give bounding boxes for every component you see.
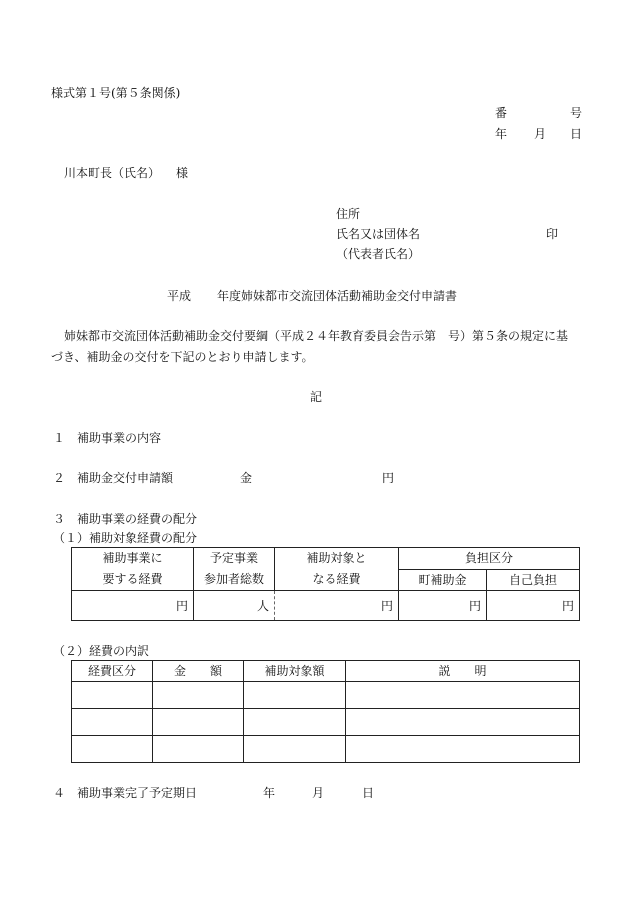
date-month: 月 <box>534 127 547 141</box>
header-self-burden: 自己負担 <box>487 569 580 591</box>
representative-label: （代表者氏名） <box>336 247 421 261</box>
header-amount: 金 額 <box>153 661 244 682</box>
table-2-caption: （２）経費の内訳 <box>53 644 150 658</box>
table-1-caption: （１）補助対象経費の配分 <box>53 531 198 545</box>
header-burden: 負担区分 <box>399 548 580 570</box>
section-2-number: ２ <box>53 471 66 485</box>
section-3-number: ３ <box>53 512 66 526</box>
table-cell[interactable] <box>346 682 580 709</box>
number-suffix: 号 <box>570 106 583 120</box>
header-eligible-amount: 補助対象額 <box>244 661 346 682</box>
table-cell[interactable] <box>346 736 580 763</box>
cell-eligible-cost[interactable]: 円 <box>275 591 399 621</box>
table-cell[interactable] <box>72 709 153 736</box>
section-4-number: ４ <box>53 786 66 800</box>
ki-label: 記 <box>310 390 323 404</box>
table-cell[interactable] <box>153 709 244 736</box>
section-2-kin: 金 <box>240 471 253 485</box>
completion-month: 月 <box>312 786 325 800</box>
table-cell[interactable] <box>72 736 153 763</box>
table-cell[interactable] <box>244 709 346 736</box>
section-1-label: 補助事業の内容 <box>77 431 162 445</box>
table-cell[interactable] <box>153 736 244 763</box>
title-era: 平成 <box>167 289 192 303</box>
completion-day: 日 <box>362 786 375 800</box>
table-cell[interactable] <box>244 682 346 709</box>
header-project-cost: 補助事業に 要する経費 <box>72 548 194 591</box>
completion-year: 年 <box>263 786 276 800</box>
body-line-1: 姉妹都市交流団体活動補助金交付要綱（平成２４年教育委員会告示第 号）第５条の規定に基 <box>64 329 569 343</box>
section-1-number: １ <box>53 431 66 445</box>
page-title: 年度姉妹都市交流団体活動補助金交付申請書 <box>217 289 458 303</box>
cell-project-cost[interactable]: 円 <box>72 591 194 621</box>
addressee-name: 川本町長（氏名） <box>64 166 161 180</box>
body-line-2: づき、補助金の交付を下記のとおり申請します。 <box>51 350 314 364</box>
table-row <box>72 682 580 709</box>
header-eligible-cost: 補助対象と なる経費 <box>275 548 399 591</box>
number-label: 番 <box>495 106 508 120</box>
header-town-subsidy: 町補助金 <box>399 569 487 591</box>
seal-mark: 印 <box>546 227 559 241</box>
addressee-honorific: 様 <box>176 166 189 180</box>
section-3-label: 補助事業の経費の配分 <box>77 512 198 526</box>
table-row <box>72 736 580 763</box>
header-participants: 予定事業 参加者総数 <box>194 548 275 591</box>
section-4-label: 補助事業完了予定期日 <box>77 786 198 800</box>
section-2-label: 補助金交付申請額 <box>77 471 174 485</box>
cost-allocation-table <box>71 547 580 621</box>
form-number: 様式第１号(第５条関係) <box>51 86 181 100</box>
header-description: 説 明 <box>346 661 580 682</box>
table-cell[interactable] <box>244 736 346 763</box>
section-2-yen: 円 <box>382 471 395 485</box>
table-cell[interactable] <box>72 682 153 709</box>
applicant-name-label: 氏名又は団体名 <box>336 227 421 241</box>
cost-breakdown-table <box>71 660 580 763</box>
cell-participants[interactable]: 人 <box>194 591 275 621</box>
header-cost-category: 経費区分 <box>72 661 153 682</box>
table-row <box>72 709 580 736</box>
date-year: 年 <box>495 127 508 141</box>
cell-self-burden[interactable]: 円 <box>487 591 580 621</box>
address-label: 住所 <box>336 207 361 221</box>
cell-town-subsidy[interactable]: 円 <box>399 591 487 621</box>
table-cell[interactable] <box>153 682 244 709</box>
date-day: 日 <box>570 127 583 141</box>
table-cell[interactable] <box>346 709 580 736</box>
